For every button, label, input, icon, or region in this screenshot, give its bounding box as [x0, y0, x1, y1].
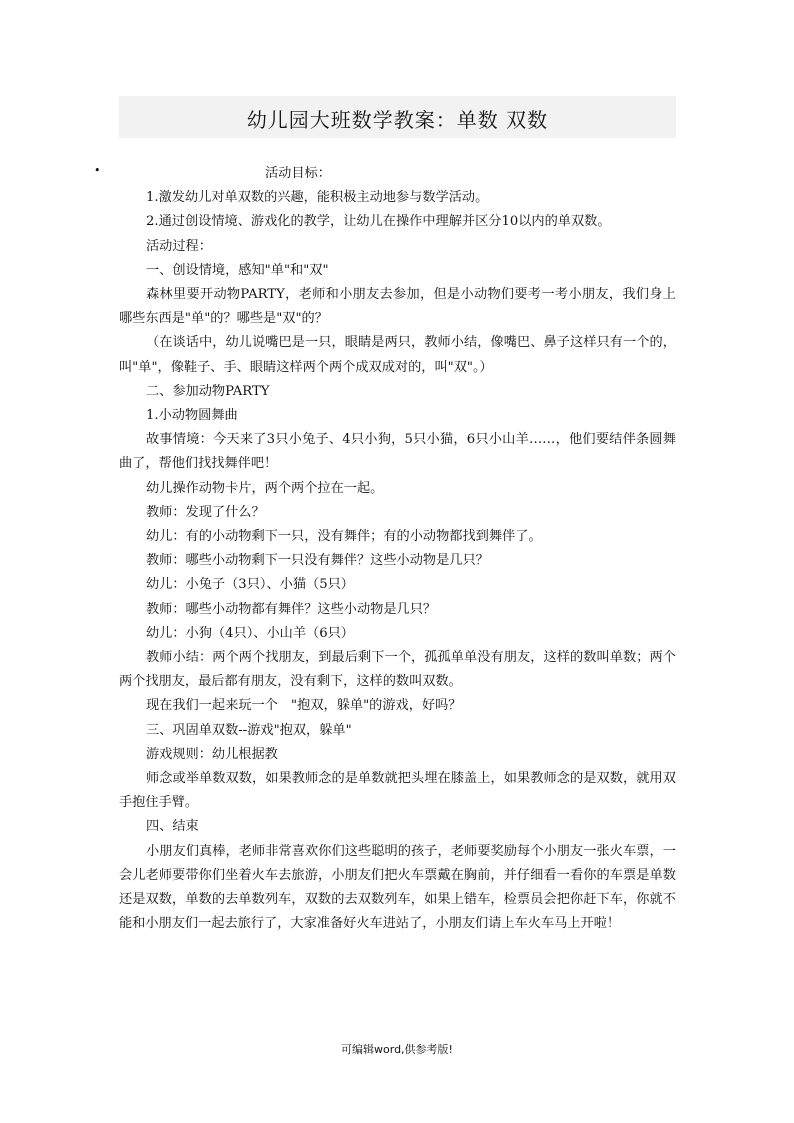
paragraph: 1.小动物圆舞曲	[146, 408, 238, 424]
paragraph: 游戏规则：幼儿根据教	[146, 746, 278, 762]
paragraph: 教师：发现了什么？	[146, 504, 265, 520]
page-footer: 可编辑word,供参考版!	[341, 1043, 453, 1056]
paragraph: 小朋友们真棒，老师非常喜欢你们这些聪明的孩子，老师要奖励每个小朋友一张火车票，一会儿老师要带你们坐着火车去旅游，小朋友们把火车票戴在胸前，并仔细看一看你的车票是单数还是双数，单数的去单数列车，双数的去双数列车，如果上错车，检票员会把你赶下车，你就不能和小朋友们一起去旅行了，大家准备好火车进站了，小朋友们请上车火车马上开啦！	[119, 843, 676, 932]
paragraph: 四、结束	[146, 819, 199, 835]
paragraph: 教师：哪些小动物剩下一只没有舞伴？这些小动物是几只？	[146, 553, 489, 569]
list-bullet: •	[94, 164, 101, 177]
paragraph: 幼儿：有的小动物剩下一只，没有舞伴；有的小动物都找到舞伴了。	[146, 529, 542, 545]
paragraph: 故事情境：今天来了3只小兔子、4只小狗，5只小猫，6只小山羊……，他们要结伴条圆舞曲了，帮他们找找舞伴吧！	[119, 432, 676, 472]
paragraph-goal-heading: 活动目标：	[265, 166, 331, 181]
paragraph: 幼儿：小兔子（3只）、小猫（5只）	[146, 577, 354, 593]
paragraph: （在谈话中，幼儿说嘴巴是一只，眼睛是两只，教师小结，像嘴巴、鼻子这样只有一个的，叫"单"，像鞋子、手、眼睛这样两个两个成双成对的，叫"双"。）	[119, 335, 676, 375]
lesson-body	[119, 162, 676, 937]
paragraph: 教师小结：两个两个找朋友，到最后剩下一个，孤孤单单没有朋友，这样的数叫单数；两个两个找朋友，最后都有朋友，没有剩下，这样的数叫双数。	[119, 650, 676, 690]
paragraph: 森林里要开动物PARTY，老师和小朋友去参加，但是小动物们要考一考小朋友，我们身上哪些东西是"单"的？哪些是"双"的？	[119, 287, 676, 327]
document-title: 幼儿园大班数学教案：单数 双数	[246, 108, 549, 132]
paragraph: 教师：哪些小动物都有舞伴？这些小动物是几只？	[146, 601, 437, 617]
paragraph: 师念或举单数双数，如果教师念的是单数就把头埋在膝盖上，如果教师念的是双数，就用双手抱住手臂。	[119, 771, 676, 811]
paragraph: 1.激发幼儿对单双数的兴趣，能积极主动地参与数学活动。	[146, 190, 489, 206]
paragraph: 幼儿：小狗（4只）、小山羊（6只）	[146, 625, 354, 641]
paragraph: 现在我们一起来玩一个 "抱双，躲单"的游戏，好吗？	[146, 698, 462, 714]
paragraph: 2.通过创设情境、游戏化的教学，让幼儿在操作中理解并区分10以内的单双数。	[146, 214, 611, 230]
paragraph: 三、巩固单双数--游戏"抱双，躲单"	[146, 722, 352, 738]
paragraph: 二、参加动物PARTY	[146, 383, 270, 399]
paragraph: 幼儿操作动物卡片，两个两个拉在一起。	[146, 480, 384, 496]
paragraph: 活动过程：	[146, 238, 212, 254]
paragraph: 一、创设情境，感知"单"和"双"	[146, 262, 329, 278]
